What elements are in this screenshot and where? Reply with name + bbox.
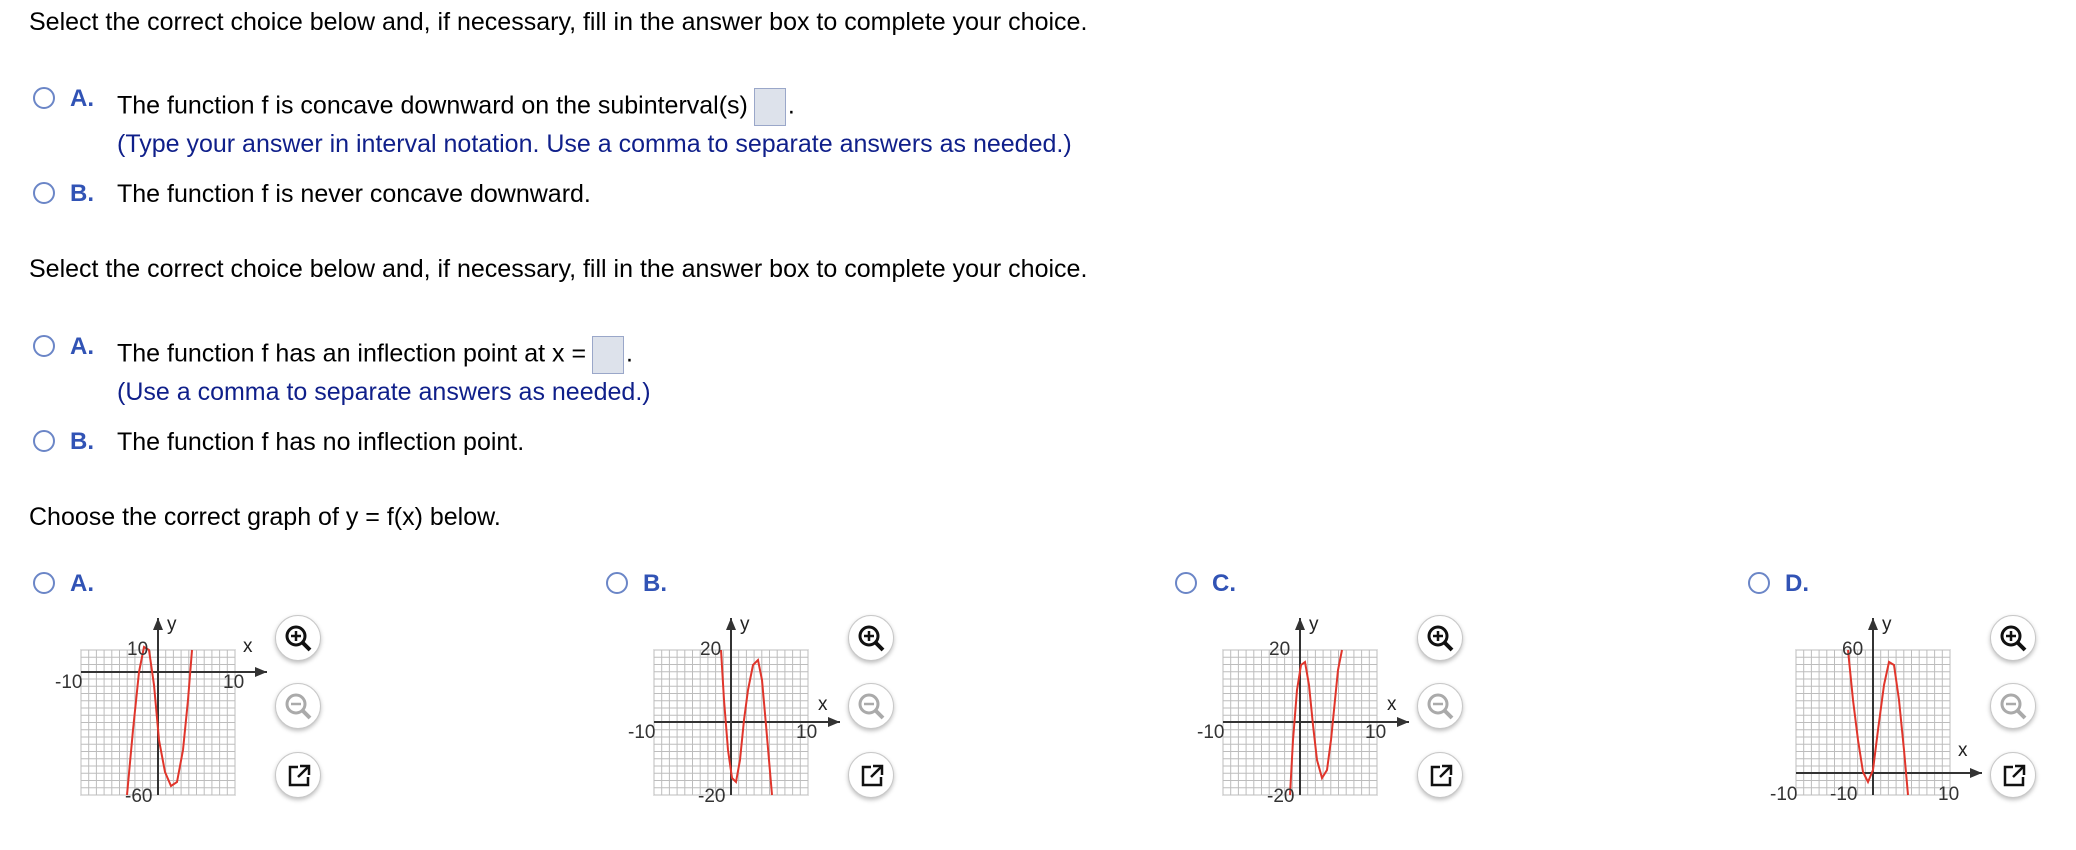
external-link-icon (1418, 753, 1464, 799)
y-axis-label: y (1309, 614, 1319, 635)
zoom-out-icon (276, 684, 322, 730)
question-prompt-2: Select the correct choice below and, if necessary, fill in the answer box to complete your choice. (29, 255, 1088, 283)
x-axis-label: x (1958, 740, 1968, 761)
option-text (117, 88, 795, 126)
zoom-in-button-d[interactable] (1990, 615, 2036, 661)
y-axis-arrow (153, 618, 163, 630)
y-min-tick: -20 (1267, 786, 1295, 807)
option-letter: B. (643, 570, 667, 597)
y-axis-label: y (740, 614, 750, 635)
option-letter: C. (1212, 570, 1236, 597)
y-axis-arrow (726, 618, 736, 630)
external-link-icon (849, 753, 895, 799)
option-b-text: The function f is never concave downward. (117, 180, 591, 208)
x-max-tick: 10 (223, 672, 245, 693)
y-min-tick: -10 (1830, 784, 1858, 805)
y-max-tick: 20 (1269, 639, 1291, 660)
option-letter: A. (70, 333, 94, 360)
x-min-tick: -10 (628, 722, 656, 743)
y-axis-label: y (1882, 614, 1892, 635)
concave-down-answer-input[interactable] (754, 88, 786, 126)
option-b-text: The function f has no inflection point. (117, 428, 525, 456)
zoom-in-icon (849, 616, 895, 662)
answer-hint: (Type your answer in interval notation. Use a comma to separate answers as needed.) (117, 130, 1072, 158)
radio-graph-a[interactable] (33, 572, 55, 594)
x-min-tick: -10 (1197, 722, 1225, 743)
zoom-out-icon (1418, 684, 1464, 730)
period: . (787, 91, 795, 120)
y-min-tick: -60 (125, 786, 153, 807)
x-axis-arrow (1397, 717, 1409, 727)
zoom-in-icon (1418, 616, 1464, 662)
x-axis-arrow (828, 717, 840, 727)
question-prompt-1: Select the correct choice below and, if necessary, fill in the answer box to complete your choice. (29, 8, 1088, 36)
zoom-out-icon (1991, 684, 2037, 730)
y-max-tick: 60 (1842, 639, 1864, 660)
x-max-tick: 10 (796, 722, 818, 743)
zoom-out-icon (849, 684, 895, 730)
graph-a (55, 610, 275, 810)
x-axis-arrow (1970, 768, 1982, 778)
y-max-tick: 20 (700, 639, 722, 660)
graph-b (628, 610, 848, 810)
popout-button-d[interactable] (1990, 752, 2036, 798)
option-letter: B. (70, 428, 94, 455)
option-letter: A. (70, 570, 94, 597)
x-min-tick: -10 (55, 672, 83, 693)
option-letter: B. (70, 180, 94, 207)
period: . (626, 339, 633, 368)
y-axis-arrow (1295, 618, 1305, 630)
x-axis-arrow (255, 667, 267, 677)
external-link-icon (276, 753, 322, 799)
popout-button-c[interactable] (1417, 752, 1463, 798)
radio-concave-b[interactable] (33, 182, 55, 204)
graph-c (1197, 610, 1417, 810)
zoom-in-icon (1991, 616, 2037, 662)
x-max-tick: 10 (1938, 784, 1960, 805)
option-a-text: The function f is concave downward on the subinterval(s) (117, 91, 748, 120)
radio-concave-a[interactable] (33, 87, 55, 109)
x-min-tick: -10 (1770, 784, 1798, 805)
radio-graph-b[interactable] (606, 572, 628, 594)
y-axis-label: y (167, 614, 177, 635)
zoom-out-button-a[interactable] (275, 683, 321, 729)
x-axis-label: x (818, 694, 828, 715)
inflection-answer-input[interactable] (592, 336, 624, 374)
radio-inflection-a[interactable] (33, 335, 55, 357)
zoom-out-button-d[interactable] (1990, 683, 2036, 729)
graph-d (1770, 610, 1990, 810)
option-letter: A. (70, 85, 94, 112)
zoom-in-button-c[interactable] (1417, 615, 1463, 661)
radio-graph-c[interactable] (1175, 572, 1197, 594)
option-text (117, 336, 633, 374)
y-min-tick: -20 (698, 786, 726, 807)
zoom-out-button-b[interactable] (848, 683, 894, 729)
y-max-tick: 10 (127, 639, 149, 660)
popout-button-a[interactable] (275, 752, 321, 798)
zoom-in-button-a[interactable] (275, 615, 321, 661)
option-letter: D. (1785, 570, 1809, 597)
x-axis-label: x (1387, 694, 1397, 715)
question-prompt-3: Choose the correct graph of y = f(x) below. (29, 503, 501, 531)
x-max-tick: 10 (1365, 722, 1387, 743)
external-link-icon (1991, 753, 2037, 799)
radio-inflection-b[interactable] (33, 430, 55, 452)
x-axis-label: x (243, 636, 253, 657)
option-a-text: The function f has an inflection point at x = (117, 339, 587, 368)
answer-hint: (Use a comma to separate answers as needed.) (117, 378, 651, 406)
radio-graph-d[interactable] (1748, 572, 1770, 594)
y-axis-arrow (1868, 618, 1878, 630)
zoom-in-button-b[interactable] (848, 615, 894, 661)
popout-button-b[interactable] (848, 752, 894, 798)
zoom-in-icon (276, 616, 322, 662)
zoom-out-button-c[interactable] (1417, 683, 1463, 729)
